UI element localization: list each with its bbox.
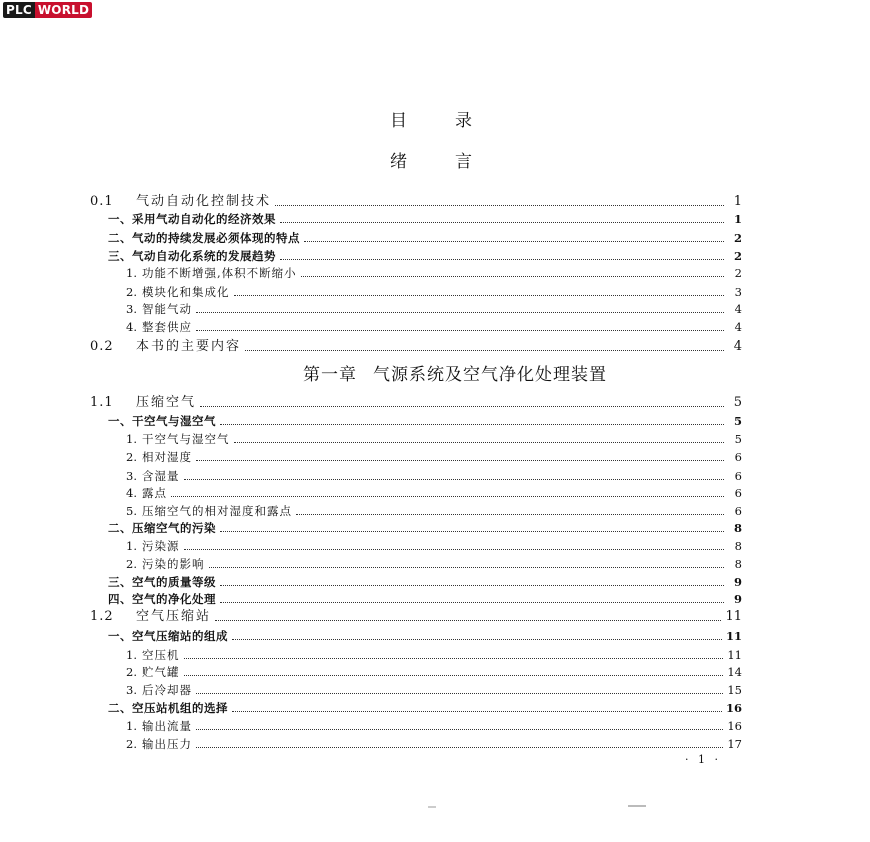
toc-entry-number: 4. xyxy=(126,486,137,500)
toc-entry-title: 干空气与湿空气 xyxy=(142,432,230,446)
toc-entry xyxy=(108,227,742,245)
toc-entry xyxy=(126,482,742,500)
toc-leader-dots xyxy=(196,312,724,313)
toc-entry-number: 1. xyxy=(126,266,137,280)
toc-leader-dots xyxy=(220,531,724,532)
toc-entry-title: 空压机 xyxy=(142,648,180,662)
toc-entry-number: 3. xyxy=(126,302,137,316)
toc-entry-title: 二、气动的持续发展必须体现的特点 xyxy=(108,231,300,245)
toc-leader-dots xyxy=(232,711,722,712)
toc-leader-dots xyxy=(280,259,724,260)
toc-entry-page: 11 xyxy=(725,629,742,643)
toc-entry-title: 四、空气的净化处理 xyxy=(108,592,216,606)
toc-entry-title: 一、采用气动自动化的经济效果 xyxy=(108,212,276,226)
toc-entry xyxy=(108,517,742,535)
toc-entry-number: 3. xyxy=(126,683,137,697)
toc-entry xyxy=(126,298,742,316)
toc-entry-number: 1. xyxy=(126,648,137,662)
toc-entry xyxy=(108,208,742,226)
toc-entry-title: 模块化和集成化 xyxy=(142,285,230,299)
toc-leader-dots xyxy=(215,620,721,621)
chapter-title: 气源系统及空气净化处理装置 xyxy=(373,365,607,385)
contents-heading: 目录 xyxy=(390,111,520,131)
toc-entry xyxy=(90,191,742,209)
toc-leader-dots xyxy=(234,442,725,443)
toc-entry-number: 0.1 xyxy=(90,194,114,209)
toc-entry-number: 1. xyxy=(126,432,137,446)
chapter-number: 第一章 xyxy=(303,365,357,385)
toc-entry xyxy=(126,644,742,662)
toc-leader-dots xyxy=(220,602,724,603)
toc-entry xyxy=(126,733,742,751)
toc-entry xyxy=(126,661,742,679)
toc-entry-number: 2. xyxy=(126,665,137,679)
toc-entry-number: 1.2 xyxy=(90,609,114,624)
toc-entry xyxy=(126,500,742,518)
toc-entry-page: 4 xyxy=(734,302,742,316)
toc-entry-title: 露点 xyxy=(142,486,167,500)
toc-entry-title: 功能不断增强,体积不断缩小 xyxy=(142,266,297,280)
scan-smudge xyxy=(428,806,436,808)
toc-entry-number: 3. xyxy=(126,469,137,483)
toc-leader-dots xyxy=(200,406,724,407)
toc-leader-dots xyxy=(184,675,724,676)
toc-entry-title: 二、空压站机组的选择 xyxy=(108,701,228,715)
toc-entry-number: 1. xyxy=(126,719,137,733)
toc-entry-title: 压缩空气 xyxy=(136,395,197,410)
toc-leader-dots xyxy=(196,460,724,461)
toc-entry-title: 输出流量 xyxy=(142,719,192,733)
toc-entry-title: 污染源 xyxy=(142,539,180,553)
toc-entry xyxy=(108,245,742,263)
toc-entry-title: 压缩空气的相对湿度和露点 xyxy=(142,504,292,518)
toc-entry-page: 4 xyxy=(734,320,742,334)
toc-entry-page: 5 xyxy=(733,414,742,428)
toc-entry-page: 11 xyxy=(727,648,742,662)
toc-entry xyxy=(108,410,742,428)
toc-entry-title: 整套供应 xyxy=(142,320,192,334)
toc-entry-number: 2. xyxy=(126,450,137,464)
toc-entry-number: 1. xyxy=(126,539,137,553)
page-number: · 1 · xyxy=(685,753,721,766)
toc-entry xyxy=(126,262,742,280)
toc-leader-dots xyxy=(280,222,724,223)
toc-leader-dots xyxy=(184,479,725,480)
toc-entry-page: 17 xyxy=(727,737,742,751)
toc-leader-dots xyxy=(171,496,724,497)
toc-entry xyxy=(126,553,742,571)
toc-entry-page: 8 xyxy=(733,521,742,535)
toc-entry-page: 5 xyxy=(734,432,742,446)
toc-entry-title: 相对湿度 xyxy=(142,450,192,464)
toc-entry-number: 1.1 xyxy=(90,395,114,410)
toc-entry-page: 6 xyxy=(734,450,742,464)
toc-entry-page: 1 xyxy=(733,194,742,209)
toc-entry-title: 贮气罐 xyxy=(142,665,180,679)
toc-entry-page: 8 xyxy=(734,557,742,571)
toc-leader-dots xyxy=(196,693,723,694)
toc-entry-title: 含湿量 xyxy=(142,469,180,483)
toc-entry xyxy=(126,446,742,464)
toc-entry-page: 4 xyxy=(733,339,742,354)
toc-entry-page: 8 xyxy=(734,539,742,553)
toc-leader-dots xyxy=(296,514,724,515)
toc-entry-title: 后冷却器 xyxy=(142,683,192,697)
toc-entry xyxy=(108,697,742,715)
toc-leader-dots xyxy=(196,729,723,730)
toc-entry-title: 污染的影响 xyxy=(142,557,205,571)
toc-entry-page: 2 xyxy=(733,249,742,263)
toc-leader-dots xyxy=(232,639,722,640)
toc-entry xyxy=(126,465,742,483)
toc-leader-dots xyxy=(301,276,724,277)
toc-entry-title: 一、空气压缩站的组成 xyxy=(108,629,228,643)
toc-leader-dots xyxy=(234,295,725,296)
logo-plc-text: PLC xyxy=(3,2,35,18)
toc-entry-page: 2 xyxy=(733,231,742,245)
toc-entry-page: 3 xyxy=(734,285,742,299)
toc-entry-page: 9 xyxy=(733,575,742,589)
toc-entry xyxy=(126,715,742,733)
toc-entry-number: 2. xyxy=(126,557,137,571)
toc-entry-page: 6 xyxy=(734,504,742,518)
toc-entry-page: 16 xyxy=(725,701,742,715)
toc-entry-number: 2. xyxy=(126,285,137,299)
toc-leader-dots xyxy=(245,350,724,351)
toc-entry-title: 智能气动 xyxy=(142,302,192,316)
toc-entry xyxy=(126,281,742,299)
toc-leader-dots xyxy=(196,747,723,748)
toc-entry-title: 本书的主要内容 xyxy=(136,339,242,354)
toc-entry-page: 5 xyxy=(733,395,742,410)
toc-leader-dots xyxy=(196,330,724,331)
toc-entry-page: 6 xyxy=(734,469,742,483)
toc-entry-number: 5. xyxy=(126,504,137,518)
logo-world-text: WORLD xyxy=(35,2,92,18)
toc-entry-page: 9 xyxy=(733,592,742,606)
toc-leader-dots xyxy=(304,241,724,242)
toc-entry-page: 1 xyxy=(733,212,742,226)
toc-leader-dots xyxy=(220,424,724,425)
toc-entry xyxy=(126,535,742,553)
toc-entry-page: 6 xyxy=(734,486,742,500)
toc-entry-page: 14 xyxy=(727,665,742,679)
toc-entry-page: 2 xyxy=(734,266,742,280)
toc-leader-dots xyxy=(209,567,725,568)
toc-leader-dots xyxy=(220,585,724,586)
toc-leader-dots xyxy=(275,205,724,206)
toc-entry xyxy=(90,392,742,410)
toc-entry-number: 4. xyxy=(126,320,137,334)
toc-entry-title: 二、压缩空气的污染 xyxy=(108,521,216,535)
toc-entry xyxy=(108,588,742,606)
toc-entry xyxy=(108,625,742,643)
toc-entry xyxy=(126,679,742,697)
toc-leader-dots xyxy=(184,658,724,659)
toc-entry-title: 输出压力 xyxy=(142,737,192,751)
toc-leader-dots xyxy=(184,549,725,550)
scan-smudge xyxy=(628,805,646,807)
toc-entry xyxy=(108,571,742,589)
toc-entry-number: 2. xyxy=(126,737,137,751)
toc-entry xyxy=(90,336,742,354)
toc-entry xyxy=(126,316,742,334)
toc-entry-title: 气动自动化控制技术 xyxy=(136,194,272,209)
toc-entry xyxy=(90,606,742,624)
toc-entry-title: 一、干空气与湿空气 xyxy=(108,414,216,428)
intro-heading: 绪言 xyxy=(390,152,520,172)
toc-entry xyxy=(126,428,742,446)
toc-entry-page: 11 xyxy=(725,609,742,624)
toc-entry-page: 15 xyxy=(727,683,742,697)
toc-entry-page: 16 xyxy=(727,719,742,733)
toc-entry-title: 三、空气的质量等级 xyxy=(108,575,216,589)
toc-entry-title: 空气压缩站 xyxy=(136,609,212,624)
toc-entry-number: 0.2 xyxy=(90,339,114,354)
toc-entry-title: 三、气动自动化系统的发展趋势 xyxy=(108,249,276,263)
